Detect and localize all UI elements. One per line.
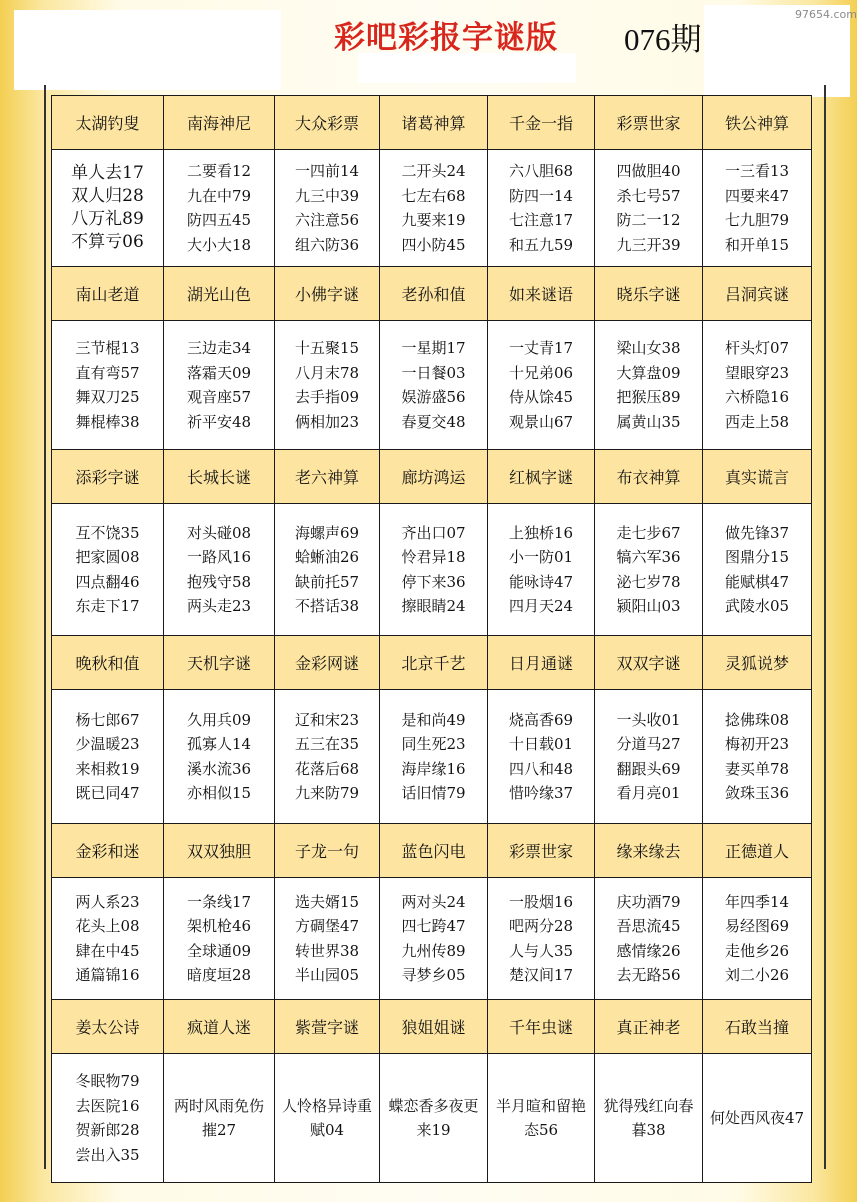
riddle-line: 二开头24 xyxy=(401,162,466,180)
section-header-row xyxy=(52,450,812,504)
riddle-line: 能咏诗47 xyxy=(508,572,574,591)
riddle-line: 齐出口07 xyxy=(401,523,466,542)
riddle-cell xyxy=(703,150,812,267)
riddle-line: 尝出入35 xyxy=(75,1145,140,1164)
column-header: 老六神算 xyxy=(275,450,380,504)
riddle-line: 望眼穿23 xyxy=(724,363,790,382)
riddle-line: 蛤蜥油26 xyxy=(294,548,360,566)
section-header-row xyxy=(52,1000,812,1054)
riddle-line: 去医院16 xyxy=(75,1096,140,1115)
riddle-cell xyxy=(164,1054,275,1183)
riddle-line: 两对头24 xyxy=(401,892,466,911)
riddle-cell xyxy=(164,878,275,1000)
riddle-cell xyxy=(52,504,164,636)
riddle-line: 吧两分28 xyxy=(508,917,574,935)
riddle-line: 九三开39 xyxy=(616,235,681,254)
column-header: 太湖钓叟 xyxy=(52,96,164,150)
riddle-line: 花落后68 xyxy=(294,759,360,778)
column-header: 布衣神算 xyxy=(595,450,703,504)
riddle-line: 孤寡人14 xyxy=(186,735,252,753)
riddle-cell xyxy=(703,504,812,636)
riddle-cell xyxy=(380,1054,488,1183)
column-header: 金彩和迷 xyxy=(52,824,164,878)
riddle-cell xyxy=(703,321,812,450)
riddle-line: 杀七号57 xyxy=(616,186,681,205)
riddle-line: 半月暄和留艳态56 xyxy=(495,1097,586,1139)
riddle-line: 能赋棋47 xyxy=(724,572,790,591)
riddle-cell xyxy=(488,504,595,636)
section-body-row xyxy=(52,150,812,267)
riddle-line: 泌七岁78 xyxy=(616,572,681,591)
riddle-line: 把猴压89 xyxy=(616,388,681,406)
column-header: 石敢当撞 xyxy=(703,1000,812,1054)
column-header: 日月通谜 xyxy=(488,636,595,690)
riddle-cell xyxy=(488,150,595,267)
riddle-line: 一丈青17 xyxy=(508,339,574,357)
section-header-row xyxy=(52,636,812,690)
riddle-cell xyxy=(488,690,595,824)
riddle-line: 看月亮01 xyxy=(616,784,681,802)
riddle-line: 不搭话38 xyxy=(294,597,360,615)
riddle-line: 属黄山35 xyxy=(616,412,681,431)
riddle-line: 对头碰08 xyxy=(186,523,252,542)
riddle-line: 四小防45 xyxy=(401,235,466,254)
riddle-line: 贺新郎28 xyxy=(75,1121,140,1139)
riddle-line: 抱残守58 xyxy=(186,572,252,591)
riddle-line: 易经图69 xyxy=(724,917,790,935)
riddle-cell xyxy=(164,321,275,450)
section-header-row xyxy=(52,267,812,321)
riddle-line: 十日载01 xyxy=(508,735,574,753)
riddle-line: 和开单15 xyxy=(724,235,790,254)
riddle-cell xyxy=(488,321,595,450)
riddle-line: 九在中79 xyxy=(186,186,252,205)
riddle-line: 寻梦乡05 xyxy=(401,966,466,984)
riddle-line: 图鼎分15 xyxy=(724,548,790,566)
riddle-line: 祈平安48 xyxy=(186,412,252,431)
issue-number: 076期 xyxy=(624,22,702,57)
riddle-line: 舞双刀25 xyxy=(75,388,140,406)
riddle-line: 九要来19 xyxy=(401,211,466,229)
riddle-line: 双人归28 xyxy=(71,186,144,206)
riddle-cell xyxy=(275,690,380,824)
riddle-line: 六桥隐16 xyxy=(724,388,790,406)
riddle-cell xyxy=(380,878,488,1000)
riddle-line: 观音座57 xyxy=(186,388,252,406)
riddle-line: 二要看12 xyxy=(186,162,252,180)
riddle-line: 刘二小26 xyxy=(724,966,790,984)
riddle-line: 人与人35 xyxy=(508,941,574,960)
riddle-line: 东走下17 xyxy=(75,597,140,615)
section-body-row xyxy=(52,1054,812,1183)
column-header: 天机字谜 xyxy=(164,636,275,690)
riddle-cell xyxy=(275,878,380,1000)
riddle-cell xyxy=(52,150,164,267)
riddle-line: 方碉堡47 xyxy=(294,917,360,935)
riddle-line: 梅初开23 xyxy=(724,735,790,753)
riddle-line: 十兄弟06 xyxy=(508,363,574,382)
riddle-line: 话旧情79 xyxy=(401,784,466,802)
column-header: 吕洞宾谜 xyxy=(703,267,812,321)
column-header: 正德道人 xyxy=(703,824,812,878)
riddle-line: 八万礼89 xyxy=(71,209,144,229)
riddle-line: 来相救19 xyxy=(75,759,140,778)
riddle-line: 蝶恋香多夜更来19 xyxy=(388,1097,479,1139)
riddle-line: 四点翻46 xyxy=(75,572,140,591)
column-header: 灵狐说梦 xyxy=(703,636,812,690)
riddle-line: 停下来36 xyxy=(401,572,466,591)
riddle-line: 武陵水05 xyxy=(724,597,790,615)
riddle-line: 两时风雨免伤摧27 xyxy=(173,1097,264,1139)
riddle-line: 一股烟16 xyxy=(508,892,574,911)
riddle-cell xyxy=(703,690,812,824)
riddle-line: 舞棍棒38 xyxy=(75,412,140,431)
riddle-line: 一四前14 xyxy=(294,162,360,180)
riddle-cell xyxy=(380,150,488,267)
riddle-line: 擦眼睛24 xyxy=(401,597,466,615)
riddle-line: 杨七郎67 xyxy=(75,710,140,729)
riddle-line: 冬眠物79 xyxy=(75,1072,140,1090)
riddle-line: 七注意17 xyxy=(508,211,574,229)
riddle-line: 海螺声69 xyxy=(294,523,360,542)
riddle-line: 转世界38 xyxy=(294,941,360,960)
riddle-line: 两头走23 xyxy=(186,597,252,615)
riddle-line: 妻买单78 xyxy=(724,759,790,778)
riddle-line: 犒六军36 xyxy=(616,548,681,566)
riddle-line: 亦相似15 xyxy=(186,784,252,802)
riddle-line: 小一防01 xyxy=(508,548,574,566)
riddle-cell xyxy=(380,321,488,450)
column-header: 双双字谜 xyxy=(595,636,703,690)
riddle-line: 九来防79 xyxy=(294,784,360,802)
riddle-line: 一头收01 xyxy=(616,710,681,729)
column-header: 红枫字谜 xyxy=(488,450,595,504)
column-header: 金彩网谜 xyxy=(275,636,380,690)
riddle-line: 年四季14 xyxy=(724,892,790,911)
section-body-row xyxy=(52,878,812,1000)
column-header: 添彩字谜 xyxy=(52,450,164,504)
riddle-cell xyxy=(595,1054,703,1183)
riddle-line: 楚汉间17 xyxy=(508,966,574,984)
riddle-line: 分道马27 xyxy=(616,735,681,753)
column-header: 子龙一句 xyxy=(275,824,380,878)
riddle-line: 落霜天09 xyxy=(186,363,252,382)
column-header: 姜太公诗 xyxy=(52,1000,164,1054)
riddle-line: 俩相加23 xyxy=(294,412,360,431)
riddle-line: 通篇锦16 xyxy=(75,966,140,984)
riddle-line: 四要来47 xyxy=(724,186,790,205)
riddle-cell xyxy=(52,321,164,450)
riddle-line: 久用兵09 xyxy=(186,710,252,729)
riddle-line: 六八胆68 xyxy=(508,162,574,180)
riddle-line: 大小大18 xyxy=(186,235,252,254)
riddle-line: 半山园05 xyxy=(294,966,360,984)
riddle-grid xyxy=(51,95,812,1183)
riddle-line: 颍阳山03 xyxy=(616,597,681,615)
riddle-line: 是和尚49 xyxy=(401,710,466,729)
riddle-line: 选夫婿15 xyxy=(294,892,360,911)
riddle-line: 缺前托57 xyxy=(294,572,360,591)
section-header-row xyxy=(52,96,812,150)
section-header-row xyxy=(52,824,812,878)
riddle-line: 四七跨47 xyxy=(401,917,466,935)
riddle-line: 烧高香69 xyxy=(508,710,574,729)
riddle-line: 大算盘09 xyxy=(616,363,681,382)
riddle-line: 四八和48 xyxy=(508,759,574,778)
riddle-line: 侍从馀45 xyxy=(508,388,574,406)
riddle-cell xyxy=(164,690,275,824)
riddle-cell xyxy=(275,321,380,450)
riddle-cell xyxy=(52,878,164,1000)
column-header: 北京千艺 xyxy=(380,636,488,690)
redaction-block-left xyxy=(14,10,281,90)
riddle-line: 和五九59 xyxy=(508,235,574,254)
riddle-line: 肆在中45 xyxy=(75,941,140,960)
riddle-cell xyxy=(275,504,380,636)
riddle-line: 五三在35 xyxy=(294,735,360,753)
riddle-line: 做先锋37 xyxy=(724,523,790,542)
column-header: 双双独胆 xyxy=(164,824,275,878)
riddle-cell xyxy=(275,150,380,267)
riddle-cell xyxy=(275,1054,380,1183)
riddle-line: 走他乡26 xyxy=(724,941,790,960)
column-header: 千年虫谜 xyxy=(488,1000,595,1054)
column-header: 狼姐姐谜 xyxy=(380,1000,488,1054)
riddle-line: 组六防36 xyxy=(294,235,360,254)
riddle-line: 感情缘26 xyxy=(616,941,681,960)
riddle-line: 把家圆08 xyxy=(75,548,140,566)
riddle-cell xyxy=(164,504,275,636)
riddle-cell xyxy=(595,321,703,450)
riddle-line: 四做胆40 xyxy=(616,162,681,180)
riddle-line: 一路风16 xyxy=(186,548,252,566)
riddle-cell xyxy=(164,150,275,267)
column-header: 千金一指 xyxy=(488,96,595,150)
riddle-line: 少温暖23 xyxy=(75,735,140,753)
riddle-line: 六注意56 xyxy=(294,211,360,229)
riddle-line: 何处西风夜47 xyxy=(709,1109,805,1127)
redaction-block-center xyxy=(358,53,576,83)
riddle-line: 不算亏06 xyxy=(71,232,144,252)
riddle-line: 娱游盛56 xyxy=(401,388,466,406)
riddle-line: 九州传89 xyxy=(401,941,466,960)
section-body-row xyxy=(52,321,812,450)
section-body-row xyxy=(52,690,812,824)
riddle-line: 三节棍13 xyxy=(75,339,140,357)
riddle-line: 全球通09 xyxy=(186,941,252,960)
riddle-line: 惜吟缘37 xyxy=(508,784,574,802)
column-header: 真正神老 xyxy=(595,1000,703,1054)
riddle-line: 七左右68 xyxy=(401,186,466,205)
column-header: 南山老道 xyxy=(52,267,164,321)
riddle-cell xyxy=(595,504,703,636)
column-header: 缘来缘去 xyxy=(595,824,703,878)
riddle-line: 九三中39 xyxy=(294,186,360,205)
riddle-line: 单人去17 xyxy=(71,163,144,183)
riddle-line: 捻佛珠08 xyxy=(724,710,790,729)
column-header: 南海神尼 xyxy=(164,96,275,150)
column-header: 紫萱字谜 xyxy=(275,1000,380,1054)
page-title: 彩吧彩报字谜版 xyxy=(334,20,558,56)
column-header: 小佛字谜 xyxy=(275,267,380,321)
column-header: 诸葛神算 xyxy=(380,96,488,150)
riddle-cell xyxy=(703,878,812,1000)
column-header: 如来谜语 xyxy=(488,267,595,321)
column-header: 彩票世家 xyxy=(488,824,595,878)
riddle-line: 翻跟头69 xyxy=(616,759,681,778)
riddle-line: 花头上08 xyxy=(75,917,140,935)
column-header: 湖光山色 xyxy=(164,267,275,321)
riddle-line: 既已同47 xyxy=(75,784,140,802)
riddle-line: 直有弯57 xyxy=(75,363,140,382)
riddle-line: 防二一12 xyxy=(616,211,681,229)
riddle-cell xyxy=(380,504,488,636)
riddle-line: 一三看13 xyxy=(724,162,790,180)
riddle-line: 防四五45 xyxy=(186,211,252,229)
riddle-line: 一日餐03 xyxy=(401,363,466,382)
column-header: 长城长谜 xyxy=(164,450,275,504)
riddle-line: 走七步67 xyxy=(616,523,681,542)
riddle-cell xyxy=(488,878,595,1000)
riddle-line: 上独桥16 xyxy=(508,523,574,542)
column-header: 真实谎言 xyxy=(703,450,812,504)
riddle-line: 一条线17 xyxy=(186,892,252,911)
column-header: 廊坊鸿运 xyxy=(380,450,488,504)
column-header: 老孙和值 xyxy=(380,267,488,321)
riddle-line: 庆功酒79 xyxy=(616,892,681,911)
riddle-line: 架机枪46 xyxy=(186,917,252,935)
column-header: 铁公神算 xyxy=(703,96,812,150)
riddle-line: 两人系23 xyxy=(75,892,140,911)
riddle-cell xyxy=(52,1054,164,1183)
riddle-line: 十五聚15 xyxy=(294,339,360,357)
riddle-line: 四月天24 xyxy=(508,597,574,615)
riddle-line: 辽和宋23 xyxy=(294,710,360,729)
riddle-cell xyxy=(488,1054,595,1183)
column-header: 大众彩票 xyxy=(275,96,380,150)
riddle-line: 去手指09 xyxy=(294,388,360,406)
riddle-cell xyxy=(52,690,164,824)
riddle-line: 暗度垣28 xyxy=(186,966,252,984)
riddle-line: 人怜格异诗重赋04 xyxy=(281,1097,372,1139)
riddle-line: 杆头灯07 xyxy=(724,339,790,357)
column-header: 晚秋和值 xyxy=(52,636,164,690)
site-watermark: 97654.com xyxy=(795,8,857,21)
riddle-line: 吾思流45 xyxy=(616,917,681,935)
riddle-line: 梁山女38 xyxy=(616,339,681,357)
riddle-line: 三边走34 xyxy=(186,339,252,357)
column-header: 彩票世家 xyxy=(595,96,703,150)
riddle-line: 海岸缘16 xyxy=(401,759,466,778)
riddle-cell xyxy=(703,1054,812,1183)
riddle-line: 同生死23 xyxy=(401,735,466,753)
riddle-line: 西走上58 xyxy=(724,412,790,431)
section-body-row xyxy=(52,504,812,636)
riddle-line: 春夏交48 xyxy=(401,412,466,431)
riddle-cell xyxy=(380,690,488,824)
riddle-line: 一星期17 xyxy=(401,339,466,357)
riddle-line: 八月末78 xyxy=(294,363,360,382)
column-header: 疯道人迷 xyxy=(164,1000,275,1054)
riddle-line: 去无路56 xyxy=(616,966,681,984)
riddle-line: 犹得残红向春暮38 xyxy=(603,1097,694,1139)
riddle-line: 溪水流36 xyxy=(186,759,252,778)
column-header: 蓝色闪电 xyxy=(380,824,488,878)
riddle-line: 防四一14 xyxy=(508,186,574,205)
riddle-cell xyxy=(595,150,703,267)
riddle-cell xyxy=(595,690,703,824)
riddle-cell xyxy=(595,878,703,1000)
riddle-line: 观景山67 xyxy=(508,412,574,431)
riddle-line: 敛珠玉36 xyxy=(724,784,790,802)
riddle-line: 七九胆79 xyxy=(724,211,790,229)
riddle-line: 互不饶35 xyxy=(75,523,140,542)
column-header: 晓乐字谜 xyxy=(595,267,703,321)
riddle-line: 怜君异18 xyxy=(401,548,466,566)
